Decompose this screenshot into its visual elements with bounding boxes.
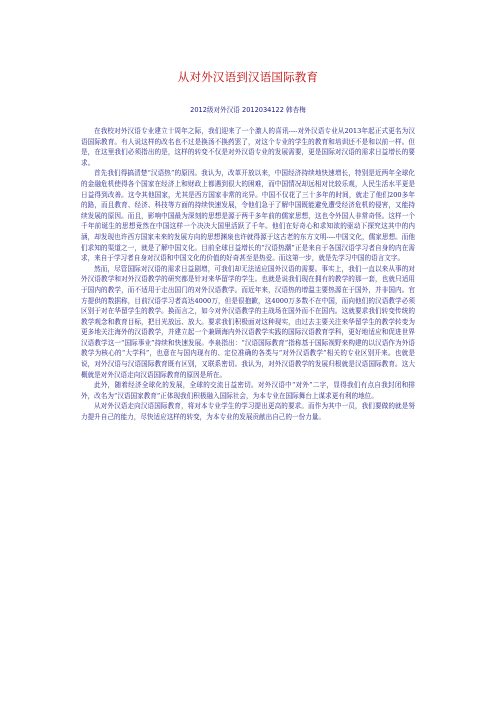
paragraph: 从对外汉语走向汉语国际教育，将对本专业学生的学习提出更高的要求。而作为其中一员，我们要做的就是努力提升自己的能力，尽快适应这样的转变，为本专业的发展贡献出自己的一份力量。	[81, 402, 415, 422]
document-byline: 2012级对外汉语 2012034122 韩杏梅	[190, 106, 306, 114]
document-title: 从对外汉语到汉语国际教育	[177, 70, 319, 84]
paragraph: 首先我们得搞清楚“汉语热”的原因。我认为，改革开放以来，中国经济持续地快速增长，特别是近两年全球化的金融危机使得各个国家在经济上和财政上都遇到很大的困难，而中国情况却远相对比较乐观，人民生活水平更是日益得到改善。这令其他国家，尤其是西方国家非常的诧异。中国不仅花了三十多年的时间，就走了他们200多年的路，而且教育、经济、科技等方面的持续快速发展，令他们急于了解中国既能避免遭受经济危机的侵害，又能持续发展的原因。而且，影响中国最为深刻的思想是源于两千多年前的儒家思想，这也令外国人非常奇怪。这样一个千年前诞生的思想竟然在中国这样一个决决大国里活跃了千年。他们在好奇心和求知欲的驱动下探究这其中的内涵，却发现也许西方国家未来的发展方向的思想渊泉也许就得源于这古老的东方文明----中国文化，儒家思想。而他们求知的渠道之一，就是了解中国文化。目前全球日益增长的“汉语热潮”正是来自于各国汉语学习者自身的内在需求，来自于学习者自身对汉语和中国文化的价值的好奇甚至是热爱。而这第一步，就是先学习中国的语言文字。	[81, 169, 415, 263]
paragraph: 此外，随着经济全球化的发展，全球的交流日益密切。对外汉语中“对外”二字，显得我们有点自我封闭和排外，改名为“汉语国家教育”正体现我们积极融入国际社会，为本专业在国际舞台上谋求更有利的地位。	[81, 381, 415, 400]
paragraph: 然而，尽管国际对汉语的需求日益剧增，可我们却无法适应国外汉语的需要。事实上，我们一直以来从事的对外汉语教学和对外汉语教学的研究都是针对来华留学的学生。也就是说我们现在拥有的教学的那一套，也就只适用于国内的教学，而不适用于走出国门的对外汉语教学。而近年来，汉语热的增温主要热源在于国外，并非国内。官方提供的数据称，目前汉语学习者高达4000万，但是很抱歉，这4000万多数不在中国，而向他们的汉语教学必须区别于对在华留学生的教学。换而言之，如今对外汉语教学的主战场在国外而不在国内。这就要求我们转变传统的教学观念和教育目标，把目光放远、放大。要求我们积极面对这种现实，由过去主要关注来华留学生的教学转变为更多地关注海外的汉语教学，并建立起一个兼顾海内外汉语教学实践的国际汉语教育学科，更好地适应和促进世界汉语教学这一“国际事业”持续和快速发展。李泉指出：“汉语国际教育”指称基于国际视野来构建的以汉语作为外语教学为核心的“大学科”，也意在与国内现有的、定位准确的各类与“对外汉语教学”相关的专业区别开来。也就是说，对外汉语与汉语国际教育既有区别，又联系密切。我认为，对外汉语教学的发展归根就是汉语国际教育。这大概就是对外汉语走向汉语国际教育的原因是所在。	[81, 264, 415, 379]
document-body	[81, 126, 415, 423]
paragraph: 在我校对外汉语专业建立十周年之际，我们迎来了一个激人的喜讯----对外汉语专业从2013年起正式更名为汉语国际教育。有人说这样的改名也不过是换汤不换药罢了，对这个专业的学生的教育和培训还不是和以前一样。但是，在这里我们必须指出的是，这样的转变不仅是对外汉语专业的发展需要，更是国际对汉语的需求日益增长的要求。	[81, 127, 415, 167]
